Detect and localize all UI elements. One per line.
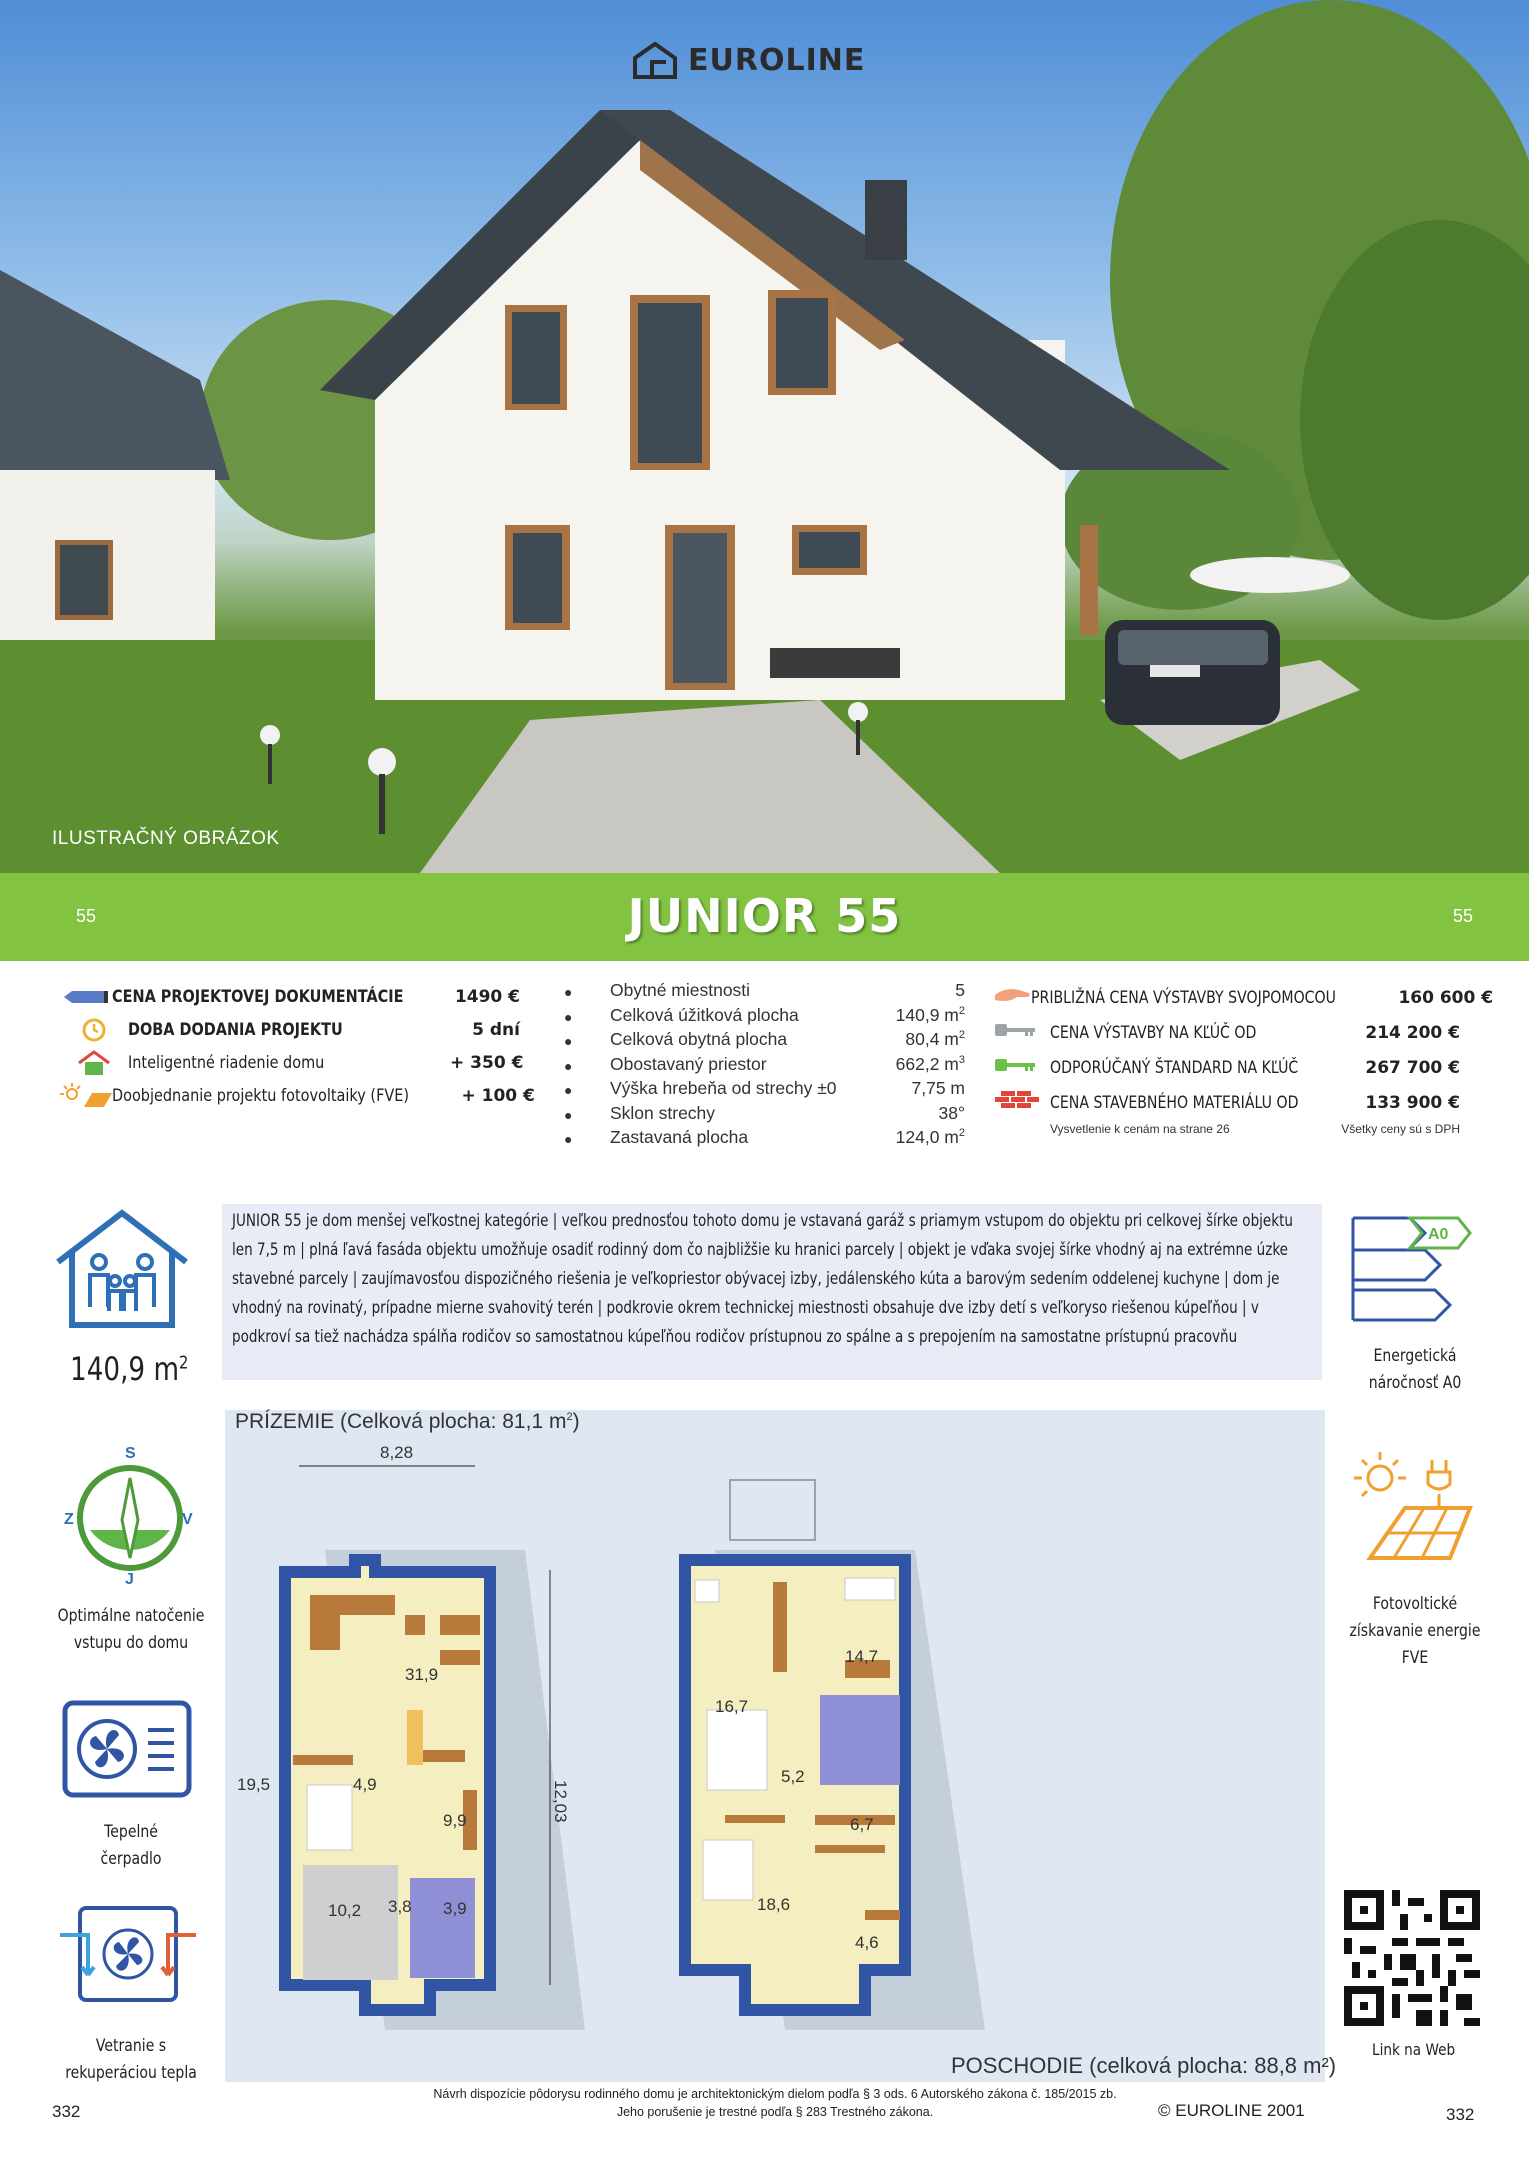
price-row-photovoltaics: Doobjednanie projektu fotovoltaiky (FVE) + 100 € [60,1079,520,1112]
ground-floor-title: PRÍZEMIE (Celková plocha: 81,1 $m^2$) [235,1410,580,1433]
usable-area-value: 140,9 $m^2$ [70,1350,189,1388]
svg-text:16,7: 16,7 [715,1697,749,1716]
project-title: JUNIOR 55 [627,889,902,943]
photovoltaic-label: Fotovoltické získavanie energie FVE [1349,1594,1481,1667]
house-illustration [0,0,1529,873]
svg-text:S: S [125,1445,136,1462]
bricks-icon [995,1091,1050,1114]
spec-ridge-height: ● Výška hrebeňa od strechy ±0 7,75 m [564,1078,965,1098]
page-number-right: 332 [1446,2105,1475,2124]
price-building-material: CENA STAVEBNÉHO MATERIÁLU OD 133 900 € [995,1085,1460,1120]
key-gray-icon [995,1022,1050,1043]
price-row-smart-home: Inteligentné riadenie domu + 350 € [60,1046,520,1079]
hand-icon [995,987,1031,1008]
svg-text:5,2: 5,2 [781,1767,805,1786]
key-green-icon [995,1057,1050,1078]
svg-text:10,2: 10,2 [328,1901,362,1920]
energy-class-label: Energetická náročnosť A0 [1368,1346,1462,1392]
svg-text:6,7: 6,7 [850,1815,874,1834]
web-link-label[interactable]: Link na Web [1372,2040,1456,2059]
svg-text:A0: A0 [1428,1226,1449,1243]
upper-floor-title: POSCHODIE (celková plocha: 88,8 m²) [951,2053,1337,2078]
svg-text:4,6: 4,6 [855,1933,879,1952]
svg-text:19,5: 19,5 [237,1775,271,1794]
pencil-icon [60,990,112,1004]
logo-text: EUROLINE [688,42,866,78]
svg-text:8,28: 8,28 [380,1443,414,1462]
floor-plan [225,1410,1325,2082]
price-row-documentation: CENA PROJEKTOVEJ DOKUMENTÁCIE 1490 € [60,980,520,1013]
title-bar [0,873,1529,961]
heat-recovery-ventilation-icon [58,1905,198,2005]
smart-home-icon [60,1050,128,1076]
house-description: JUNIOR 55 je dom menšej veľkostnej kategórie | veľkou prednosťou tohoto domu je vstavaná garáž s priamym vstupom do objektu pri celkovej šírke objektu len 7,5 m | plná ľavá fasáda objektu umožňuje osadiť rodinný dom čo najbližšie ku hranici parcely | objekt je vďaka svojej šírke vhodný aj na extrémne úzke stavebné parcely | zaujímavosťou dispozičného riešenia je veľkopriestor obývacej izby, jedálenského kúta a barovým sedením oddelenej kuchyne | dom je vhodný na rovinatý, prípadne mierne svahovitý terén | podkrovie okrem technickej miestnosti obsahuje dve izby detí s veľkoryso riešenou kúpeľňou | v podkroví sa tiež nachádza spálňa rodičov so samostatnou kúpeľňou rodičov prístupnou zo spálne a s prepojením na samostatne prístupnú pracovňu [222,1204,1322,1380]
svg-text:J: J [125,1571,134,1588]
price-recommended-standard: ODPORÚČANÝ ŠTANDARD NA KĽÚČ 267 700 € [995,1050,1460,1085]
project-number-right: 55 [1452,906,1473,926]
spec-roof-pitch: ● Sklon strechy 38° [564,1102,965,1123]
spec-built-up-area: ● Zastavaná plocha 124,0 $m^2$ [564,1127,965,1147]
photovoltaic-icon [1350,1450,1480,1560]
solar-panel-icon [60,1083,112,1109]
svg-text:9,9: 9,9 [443,1811,467,1830]
family-house-icon [52,1207,192,1332]
svg-text:3,8: 3,8 [388,1897,412,1916]
project-number-left: 55 [76,906,97,926]
floor-plan-drawing [225,1410,1325,2082]
compass-icon [64,1440,194,1588]
construction-price-list [995,980,1494,1136]
svg-text:18,6: 18,6 [757,1895,791,1914]
page-number-left: 332 [52,2102,81,2121]
price-notes [995,1122,1460,1136]
svg-text:3,9: 3,9 [443,1899,467,1918]
qr-code-icon[interactable] [1344,1890,1480,2026]
svg-text:Z: Z [64,1511,74,1528]
spec-living-area: ● Celková obytná plocha 80,4 $m^2$ [564,1029,965,1049]
euroline-logo [632,40,865,80]
heat-pump-icon [62,1700,192,1800]
price-explanation-note: Vysvetlenie k cenám na strane 26 [1050,1122,1230,1136]
price-turnkey-from: CENA VÝSTAVBY NA KĽÚČ OD 214 200 € [995,1015,1460,1050]
house-specifications [560,980,965,1152]
svg-text:12,03: 12,03 [551,1780,570,1823]
copyright: © EUROLINE 2001 [1158,2101,1305,2120]
heat-pump-label: Tepelné čerpadlo [100,1822,162,1868]
spec-rooms: ● Obytné miestnosti 5 [564,980,965,1000]
spec-built-volume: ● Obostavaný priestor 662,2 $m^3$ [564,1053,965,1074]
svg-text:4,9: 4,9 [353,1775,377,1794]
svg-text:V: V [182,1511,193,1528]
clock-icon [60,1017,128,1043]
svg-text:14,7: 14,7 [845,1647,879,1666]
orientation-label: Optimálne natočenie vstupu do domu [57,1606,205,1652]
ventilation-label: Vetranie s rekuperáciou tepla [65,2036,197,2082]
price-self-build: PRIBLIŽNÁ CENA VÝSTAVBY SVOJPOMOCOU 160 600 € [995,980,1460,1015]
vat-note: Všetky ceny sú s DPH [1341,1122,1460,1136]
project-price-list [60,980,535,1112]
illustration-caption: ILUSTRAČNÝ OBRÁZOK [52,828,280,849]
price-row-delivery: DOBA DODANIA PROJEKTU 5 dní [60,1013,520,1046]
spec-usable-area: ● Celková úžitková plocha 140,9 $m^2$ [564,1004,965,1025]
house-logo-icon [632,40,678,80]
energy-class-icon [1350,1215,1472,1325]
copyright-legal-note: Návrh dispozície pôdorysu rodinného domu je architektonickým dielom podľa § 3 ods. 6 Autorského zákona č. 185/2015 zb. Jeho porušenie je trestné podľa § 283 Trestného zákona. [433,2087,1117,2119]
svg-text:31,9: 31,9 [405,1665,439,1684]
hero-image [0,0,1529,873]
